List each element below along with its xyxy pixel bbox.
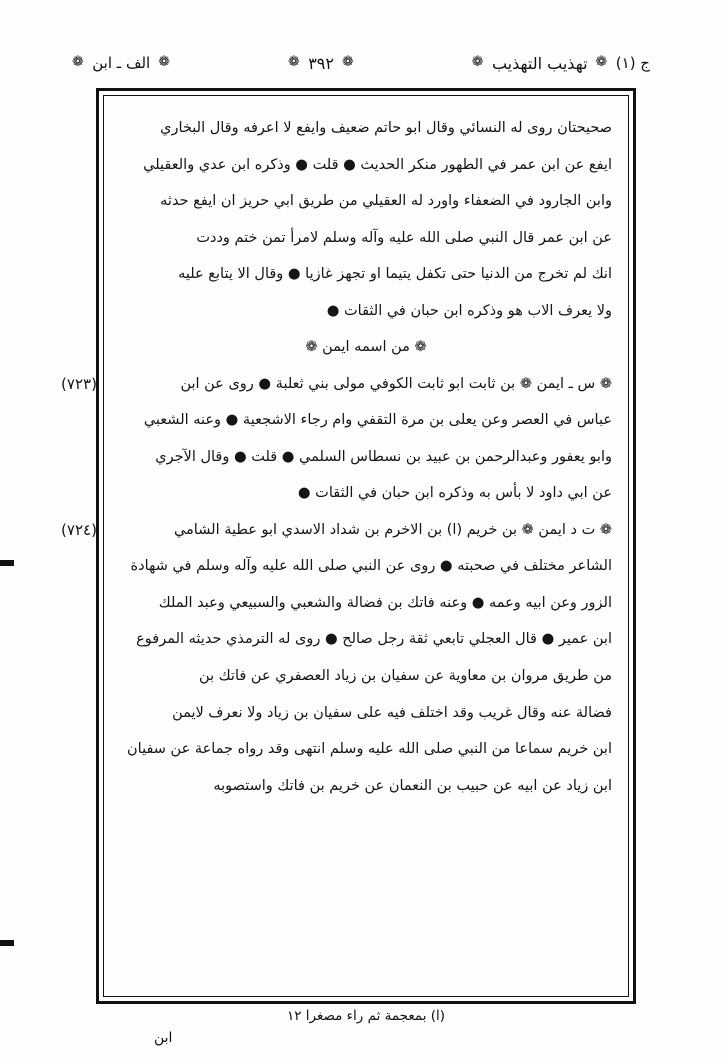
ornament-icon: ❁ <box>72 54 85 70</box>
text-frame-inner <box>61 95 629 997</box>
biography-entry <box>61 512 612 804</box>
entry-line: ❁ س ـ ايمن ❁ بن ثابت ابو ثابت الكوفي مولى بني ثعلبة ● روى عن ابن <box>180 375 612 392</box>
entry-line: عباس في العصر وعن يعلى بن مرة التقفي وام رجاء الاشجعية ● وعنه الشعبي <box>143 412 612 429</box>
entry-number: (٧٢٤) <box>61 520 97 539</box>
entry-line: ابن خريم سماعا من النبي صلى الله عليه وسلم انتهى وقد رواه جماعة عن سفيان <box>127 741 612 758</box>
ornament-icon: ❁ <box>471 54 484 70</box>
body-line: ايفع عن ابن عمر في الطهور منكر الحديث ● قلت ● وذكره ابن عدي والعقيلي <box>143 156 612 173</box>
entry-line: وابو يعفور وعبدالرحمن بن عبيد بن نسطاس السلمي ● قلت ● وقال الآجري <box>155 448 612 465</box>
ornament-icon: ❁ <box>158 54 171 70</box>
scan-mark-top <box>0 560 14 566</box>
entry-line: الشاعر مختلف في صحبته ● روى عن النبي صلى الله عليه وآله وسلم في شهادة <box>130 558 612 575</box>
entry-line: فضالة عنه وقال غريب وقد اختلف فيه على سفيان بن زياد ولا نعرف لايمن <box>172 704 612 721</box>
catchword: ابن <box>154 1030 173 1046</box>
body-line: صحيحتان روى له النسائي وقال ابو حاتم ضعيف وايفع لا اعرفه وقال البخاري <box>160 120 612 136</box>
entry-line: ابن زياد عن ابيه عن حبيب بن النعمان عن خريم بن فاتك واستصوبه <box>213 777 612 794</box>
ornament-icon: ❁ <box>595 54 608 70</box>
header-right-group <box>472 54 650 73</box>
page-header <box>72 48 650 78</box>
section-heading-text: من اسمه ايمن <box>322 339 410 356</box>
ornament-icon: ❁ <box>305 339 318 356</box>
body-line: وابن الجارود في الضعفاء واورد له العقيلي من طريق ابي حريز ان ايفع حدثه <box>160 193 612 210</box>
ornament-icon: ❁ <box>341 54 355 70</box>
footnote: (ا) بمعجمة ثم راء مصغرا ١٢ <box>286 1008 446 1024</box>
entry-line: الزور وعن ابيه وعمه ● وعنه فاتك بن فضالة والشعبي والسبيعي وعبد الملك <box>158 594 612 611</box>
ornament-icon: ❁ <box>414 339 427 356</box>
body-line: انك لم تخرج من الدنيا حتى تكفل يتيما او تجهز غازيا ● وقال الا يتابع عليه <box>178 266 612 283</box>
entry-line: ❁ ت د ايمن ❁ بن خريم (ا) بن الاخرم بن شداد الاسدي ابو عطية الشامي <box>173 521 612 538</box>
page-number: ٣٩٢ <box>308 53 334 73</box>
body-text <box>61 110 612 804</box>
section-label: الف ـ ابن <box>92 54 151 72</box>
entry-line: من طريق مروان بن معاوية عن سفيان بن زياد العصفري عن فاتك بن <box>199 667 612 684</box>
entry-line: عن ابي داود لا بأس به وذكره ابن حبان في الثقات ● <box>297 485 612 502</box>
header-center-group <box>288 54 354 73</box>
book-title: تهذيب التهذيب <box>491 53 588 73</box>
header-left-group <box>72 54 170 72</box>
section-heading <box>120 329 612 366</box>
entry-number: (٧٢٣) <box>61 374 97 393</box>
body-line: ولا يعرف الاب هو وذكره ابن حبان في الثقات ● <box>326 302 612 319</box>
biography-entry <box>61 366 612 512</box>
ornament-icon: ❁ <box>287 54 301 70</box>
text-frame <box>61 88 636 1004</box>
entry-line: ابن عمير ● قال العجلي تابعي ثقة رجل صالح ● روى له الترمذي حديثه المرفوع <box>136 631 612 648</box>
volume-label: ج (١) <box>615 54 650 72</box>
scan-mark-bottom <box>0 940 14 946</box>
body-line: عن ابن عمر قال النبي صلى الله عليه وآله وسلم لامرأ تمن ختم وددت <box>196 229 612 246</box>
